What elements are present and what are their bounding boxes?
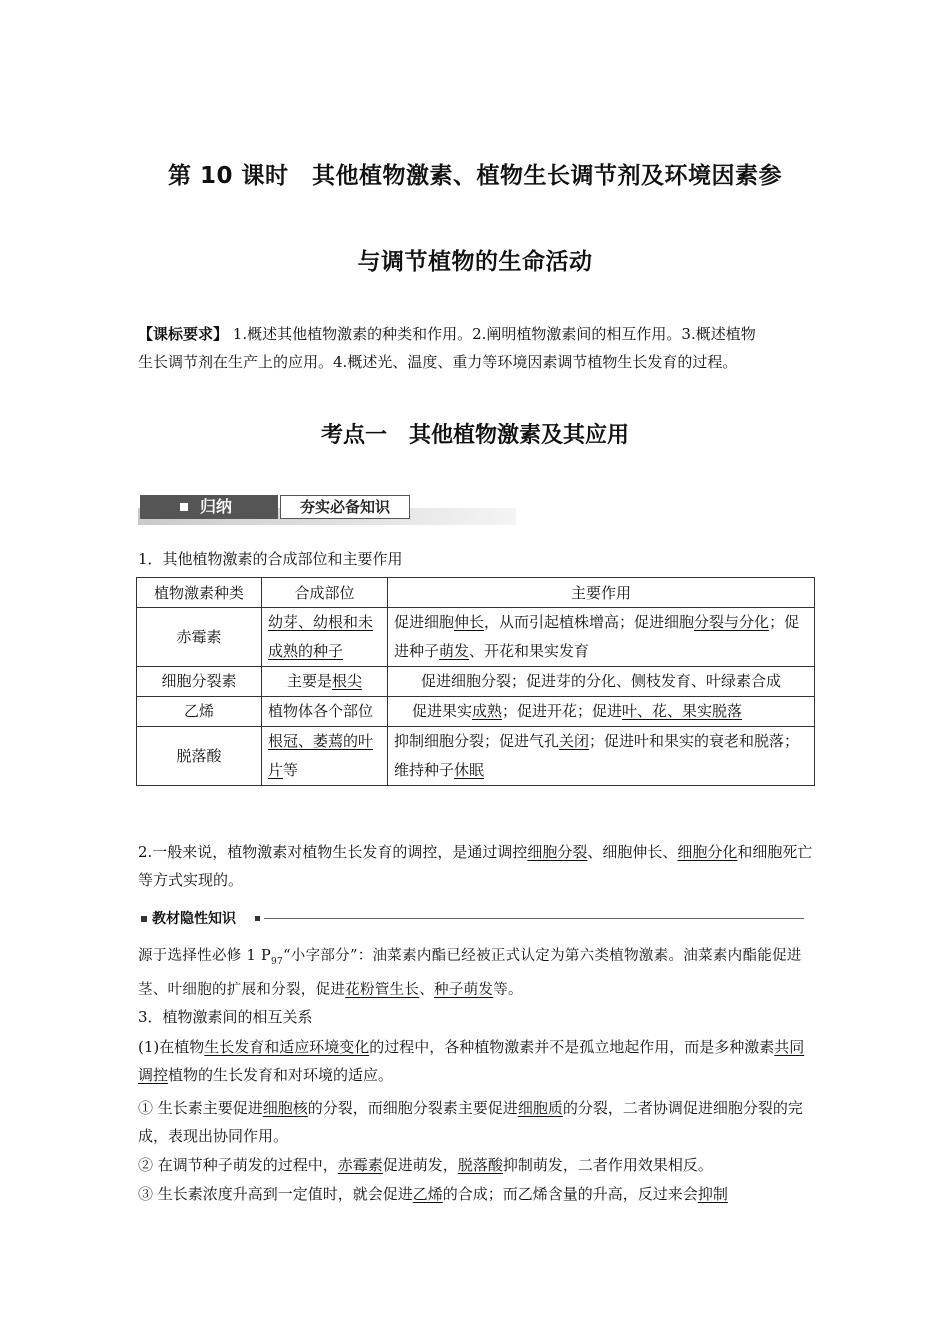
function-text: 抑制细胞分裂；促进气孔 (394, 732, 560, 750)
function-text: 、开花和果实发育 (469, 642, 590, 660)
item-3-paragraph-4 (138, 1180, 814, 1208)
lesson-title-line-2: 与调节植物的生命活动 (357, 249, 593, 275)
site-text: 主要是 (286, 672, 332, 690)
square-icon (180, 503, 188, 511)
hidden-knowledge-paragraph (138, 942, 814, 1004)
table-header-type: 植物激素种类 (137, 578, 262, 608)
hidden-knowledge-header (138, 908, 804, 930)
site-underlined: 根尖 (332, 672, 363, 690)
function-text: 促进果实 (412, 702, 473, 720)
underlined-term: 共同调控 (138, 1038, 805, 1084)
item-3-paragraph-3 (138, 1151, 814, 1179)
function-text: ；促进叶和果实的衰老和脱落；维持种子 (394, 732, 800, 779)
requirement-lead: 【课标要求】 (138, 325, 229, 343)
paragraph-text: 、 (419, 981, 435, 998)
synthesis-site (262, 608, 388, 667)
paragraph-text: ② 在调节种子萌发的过程中， (138, 1156, 338, 1174)
banner-subtitle: 夯实必备知识 (280, 495, 410, 519)
hormone-name: 赤霉素 (137, 608, 262, 667)
function-underlined: 伸长 (454, 613, 485, 631)
paragraph-text: “小字部分”：油菜素内酯已经被正式认定为第六类植物激素。油菜素内酯能促进茎、叶细胞的扩展和分裂，促进 (138, 948, 802, 998)
synthesis-site (262, 667, 388, 697)
underlined-term: 花粉管生长 (345, 981, 420, 998)
paragraph-text: 促进萌发， (382, 1156, 458, 1174)
table-header-site: 合成部位 (262, 578, 388, 608)
item-1-heading: 1．其他植物激素的合成部位和主要作用 (138, 550, 403, 568)
section-banner (138, 495, 518, 527)
item-3-paragraph-2 (138, 1094, 814, 1150)
page-subscript: 97 (271, 956, 284, 967)
underlined-term: 种子萌发 (434, 981, 494, 998)
item-3-paragraph-1 (138, 1033, 814, 1089)
paragraph-text: 的过程中，各种植物激素并不是孤立地起作用，而是多种激素 (369, 1038, 775, 1056)
paragraph-text: 源于选择性必修 1 P (138, 948, 271, 964)
underlined-term: 细胞分裂 (527, 843, 588, 861)
hormone-name: 乙烯 (137, 697, 262, 727)
hormone-table (136, 577, 815, 786)
paragraph-text: 的合成；而乙烯含量的升高，反过来会 (442, 1185, 698, 1203)
function-text: ；促进种子 (394, 613, 800, 660)
function-underlined: 成熟 (472, 702, 503, 720)
paragraph-text: 抑制萌发，二者作用效果相反。 (502, 1156, 713, 1174)
hidden-knowledge-label: 教材隐性知识 (152, 911, 236, 927)
synthesis-site (262, 727, 388, 786)
function-underlined: 关闭 (559, 732, 590, 750)
curriculum-requirement (138, 320, 814, 376)
function-text: ，从而引起植株增高；促进细胞 (484, 613, 695, 631)
function-text: 促进细胞 (394, 613, 455, 631)
table-row (137, 608, 815, 667)
paragraph-text: 的分裂，二者协调促进细胞分裂的完成，表现出协同作用。 (138, 1099, 803, 1145)
paragraph-text: ① 生长素主要促进 (138, 1099, 263, 1117)
requirement-line-2: 生长调节剂在生产上的应用。4.概述光、温度、重力等环境因素调节植物生长发育的过程。 (138, 353, 738, 371)
function-underlined: 休眠 (454, 761, 485, 779)
hormone-name: 细胞分裂素 (137, 667, 262, 697)
paragraph-text: 的分裂，而细胞分裂素主要促进 (307, 1099, 518, 1117)
underlined-term: 细胞质 (517, 1099, 563, 1117)
square-icon (255, 916, 260, 921)
item-3-heading: 3．植物激素间的相互关系 (138, 1008, 313, 1026)
table-row (137, 697, 815, 727)
paragraph-text: 、细胞伸长、 (587, 843, 678, 861)
underlined-term: 抑制 (697, 1185, 728, 1203)
table-header-function: 主要作用 (388, 578, 815, 608)
underlined-term: 乙烯 (412, 1185, 443, 1203)
table-row (137, 727, 815, 786)
banner-label: 归纳 (200, 497, 233, 516)
underlined-term: 脱落酸 (457, 1156, 503, 1174)
main-function (388, 697, 815, 727)
function-text: ；促进开花；促进 (502, 702, 623, 720)
table-header-row (137, 578, 815, 608)
underlined-term: 生长发育和适应环境变化 (204, 1038, 370, 1056)
divider-line (264, 918, 804, 919)
paragraph-text: 等。 (493, 981, 523, 998)
underlined-term: 细胞核 (262, 1099, 308, 1117)
square-icon (141, 916, 147, 922)
site-text: 等 (283, 761, 299, 779)
main-function: 促进细胞分裂；促进芽的分化、侧枝发育、叶绿素合成 (388, 667, 815, 697)
section-title: 考点一 其他植物激素及其应用 (320, 423, 629, 448)
table-row (137, 667, 815, 697)
site-underlined: 幼芽、幼根和未成熟的种子 (268, 613, 374, 660)
main-function (388, 727, 815, 786)
paragraph-text: (1)在植物 (138, 1038, 205, 1056)
underlined-term: 赤霉素 (337, 1156, 383, 1174)
synthesis-site: 植物体各个部位 (262, 697, 388, 727)
paragraph-text: 植物的生长发育和对环境的适应。 (168, 1066, 394, 1084)
requirement-line-1: 1.概述其他植物激素的种类和作用。2.阐明植物激素间的相互作用。3.概述植物 (228, 325, 756, 343)
paragraph-text: 2.一般来说，植物激素对植物生长发育的调控，是通过调控 (138, 843, 528, 861)
function-underlined: 叶、花、果实脱落 (622, 702, 743, 720)
banner-label-box (140, 495, 278, 519)
main-function (388, 608, 815, 667)
site-underlined: 根冠、萎蔫的叶片 (268, 732, 374, 779)
hormone-name: 脱落酸 (137, 727, 262, 786)
lesson-title-line-1: 第 10 课时 其他植物激素、植物生长调节剂及环境因素参 (167, 163, 783, 189)
underlined-term: 细胞分化 (677, 843, 738, 861)
function-underlined: 分裂与分化 (694, 613, 770, 631)
paragraph-text: ③ 生长素浓度升高到一定值时，就会促进 (138, 1185, 413, 1203)
function-underlined: 萌发 (439, 642, 470, 660)
paragraph-text: 和细胞死亡等方式实现的。 (138, 843, 813, 889)
item-2-paragraph (138, 838, 814, 894)
